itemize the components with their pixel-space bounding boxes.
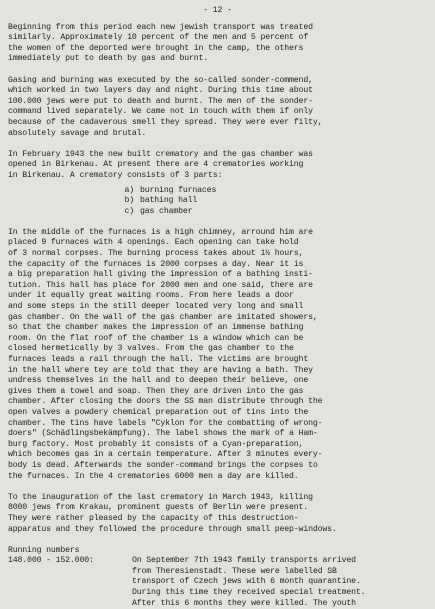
text-line: doers" (Schädlingsbekämpfung). The label shows the mark of a Ham- [8,429,318,439]
text-line: transport of Czech jews with 6 month quarantine. [132,577,361,587]
text-line: To the inauguration of the last crematory in March 1943, killing [8,492,313,502]
text-line: They were rather pleased by the capacity of this destruction- [8,513,299,523]
text-line: opened in Birkenau. At present there are 4 crematories working [8,160,304,170]
text-line: under it equally great waiting rooms. From here leads a door [8,291,294,301]
text-line: of 3 normal corpses. The burning process takes about 1½ hours, [8,249,304,259]
text-line: room. On the flat roof of the chamber is a window which can be [8,333,304,343]
list-item [116,186,427,197]
text-line: placed 9 furnaces with 4 openings. Each opening can take hold [8,238,299,248]
text-line: from Theresienstadt. These were labelled SB [132,566,337,576]
text-line: gives them a towel and soap. Then they are driven into the gas [8,386,304,396]
text-line: 100.000 jews were put to death and burnt. The men of the sonder- [8,96,313,106]
text-line: closed hermetically by 3 valves. From the gas chamber to the [8,344,294,354]
paragraph-transports [8,23,427,65]
text-line: Gasing and burning was executed by the so-called sonder-commend, [8,75,313,85]
text-line: and some steps in the still deeper located very long and small [8,302,304,312]
text-line: gas chamber. On the wall of the gas chamber are imitated showers, [8,312,318,322]
text-line: tution. This hall has place for 2000 men and one said, there are [8,280,313,290]
text-line: in Birkenau. A crematory consists of 3 parts: [8,170,223,180]
paragraph-inauguration [8,493,427,535]
list-marker: b) [124,196,134,206]
text-line: During this time they received special treatment. [132,588,366,598]
text-line: which worked in two layers day and night. During this time about [8,86,313,96]
running-numbers-section [8,546,427,609]
text-line: so that the chamber makes the impression of an immense bathing [8,323,304,333]
text-line: burg factory. Most probably it consists of a Cyan-preparation, [8,439,304,449]
text-line: After this 6 months they were killed. The youth [132,598,356,608]
text-line: body is dead. Afterwards the sonder-command brings the corpses to [8,460,318,470]
list-item-text: gas chamber [140,206,193,216]
paragraph-crematory-description [8,228,427,482]
text-line: chamber. After closing the doors the SS man distribute through the [8,397,323,407]
list-item [116,207,427,218]
list-marker: a) [124,185,134,195]
text-line: command lived separately. We came not in touch with them if only [8,107,313,117]
running-numbers-heading: Running numbers [8,545,80,555]
text-line: In February 1943 the new built crematory and the gas chamber was [8,149,313,159]
text-line: Beginning from this period each new jewish transport was treated [8,22,313,32]
text-line: a big preparation hall giving the impression of a bathing insti- [8,270,313,280]
text-line: the capacity of the furnaces is 2000 corpses a day. Near it is [8,259,304,269]
running-numbers-entry [8,556,427,609]
text-line: the women of the deported were brought in the camp, the others [8,43,304,53]
text-line: furnaces leads a rail through the hall. The victims are brought [8,355,309,364]
list-item [116,196,427,207]
paragraph-crematory-opening [8,150,427,182]
text-line: immediately put to death by gas and burnt. [8,54,209,64]
text-line: 8000 jews from Krakau, prominent guests of Berlin were present. [8,503,309,513]
running-numbers-range: 148.000 - 152.000: [8,556,94,566]
text-line: in the hall where tey are told that they are having a bath. They [8,365,313,375]
text-line: On September 7th 1943 family transports arrived [132,556,356,566]
crematory-parts-list [116,186,427,218]
text-line: open valves a powdery chemical preparation out of tins into the [8,407,309,417]
text-line: chamber. The tins have labels "Cyklon for the combatting of wrong- [8,418,323,428]
running-numbers-text [132,556,427,609]
text-line: apparatus and they followed the procedure through small peep-windows. [8,524,337,534]
text-line: In the middle of the furnaces is a high chimney, arround him are [8,227,313,237]
list-item-text: bathing hall [140,196,198,206]
text-line: the furnaces. In the 4 crematories 6000 men a day are killed. [8,471,299,481]
paragraph-sonder-command [8,76,427,140]
page-number: - 12 - [203,6,232,15]
list-item-text: burning furnaces [140,185,217,195]
text-line: which becomes gas in a certain temperature. After 3 minutes every- [8,450,323,460]
text-line: absolutely savage and brutal. [8,128,147,138]
text-line: because of the cadaverous smell they spread. They were ever filty, [8,117,323,127]
list-marker: c) [124,206,134,216]
text-line: similarly. Approximately 10 percent of the men and 5 percent of [8,33,309,43]
text-line: undress themselves in the hall and to deepen their believe, one [8,376,309,386]
